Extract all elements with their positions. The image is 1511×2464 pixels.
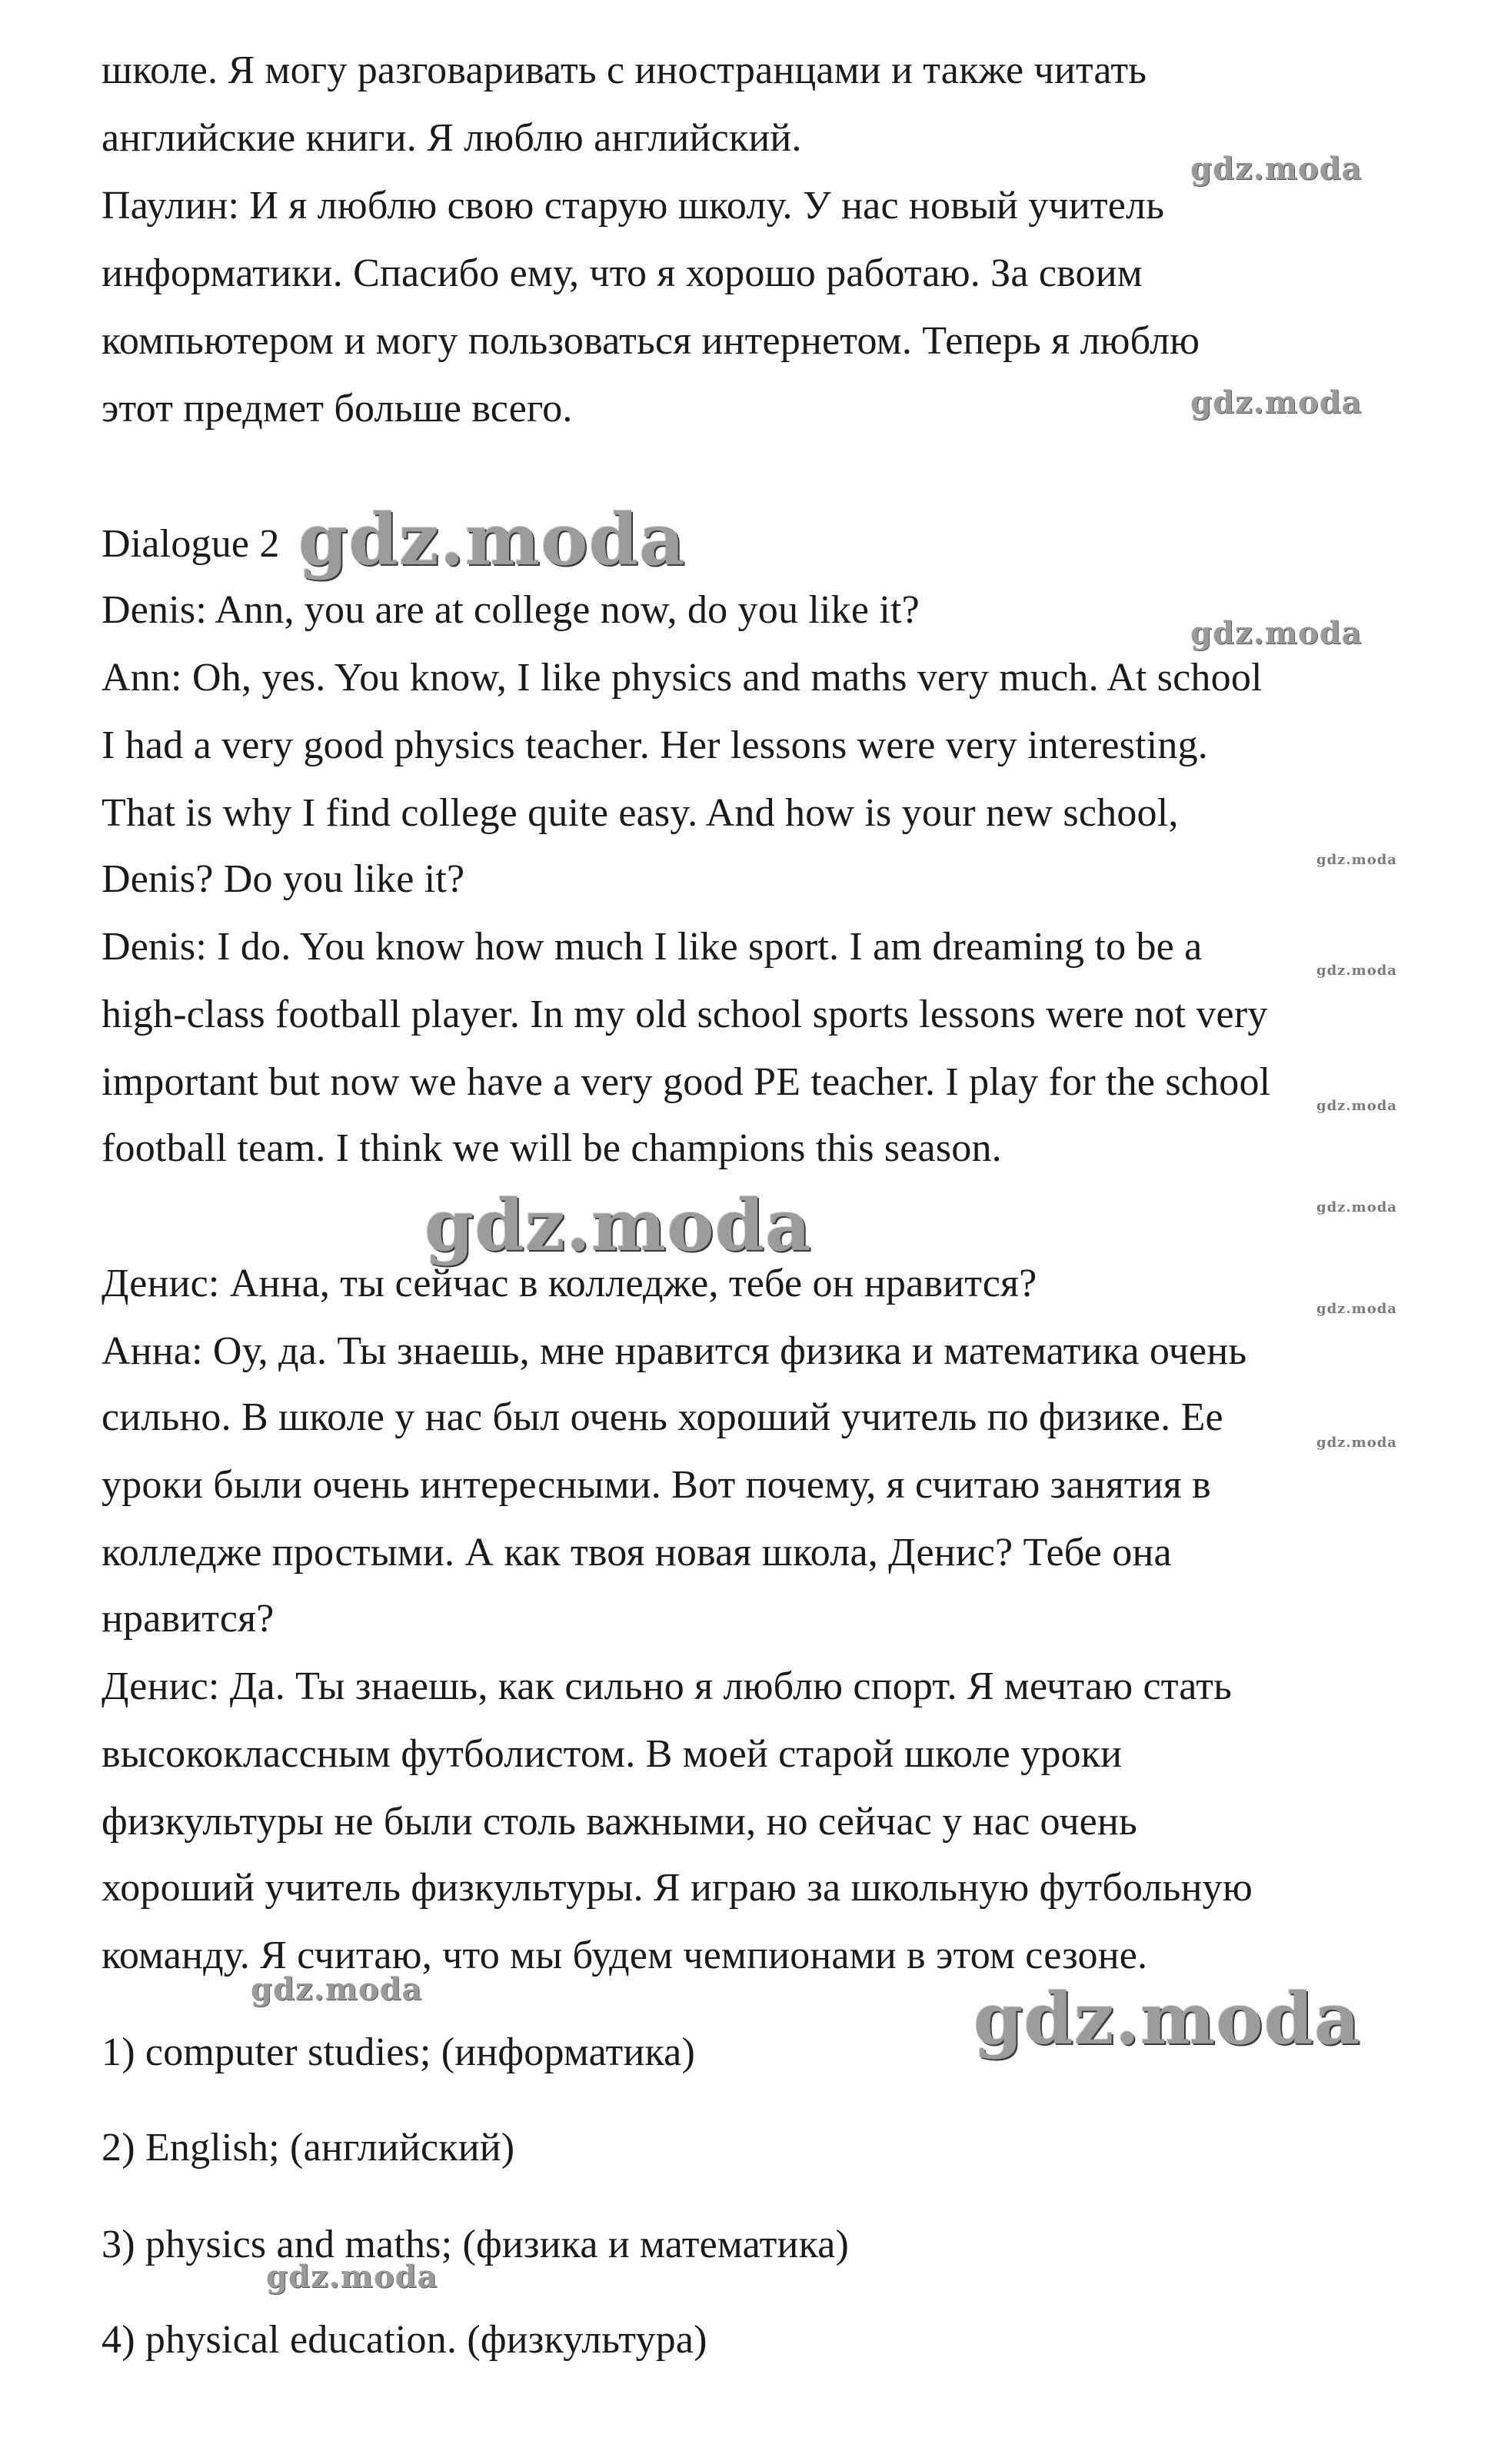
list-item: 2) English; (английский) <box>102 2126 515 2170</box>
text-line: нравится? <box>102 1597 275 1641</box>
watermark: gdz.moda <box>424 1184 812 1267</box>
text-line: хороший учитель физкультуры. Я играю за школьную футбольную <box>102 1866 1253 1910</box>
text-line: Денис: Да. Ты знаешь, как сильно я люблю спорт. Я мечтаю стать <box>102 1664 1233 1708</box>
watermark: gdz.moda <box>1316 1301 1397 1317</box>
text-line: football team. I think we will be champions this season. <box>102 1126 1002 1170</box>
watermark: gdz.moda <box>266 2259 438 2295</box>
watermark: gdz.moda <box>1190 384 1363 421</box>
text-line: физкультуры не были столь важными, но сейчас у нас очень <box>102 1800 1137 1844</box>
watermark: gdz.moda <box>298 498 686 581</box>
watermark: gdz.moda <box>1190 615 1363 651</box>
text-line: команду. Я считаю, что мы будем чемпионами в этом сезоне. <box>102 1934 1148 1977</box>
text-line: этот предмет больше всего. <box>102 387 573 431</box>
text-line: английские книги. Я люблю английский. <box>102 116 802 160</box>
text-line: Denis: I do. You know how much I like sport. I am dreaming to be a <box>102 925 1203 969</box>
text-line: important but now we have a very good PE teacher. I play for the school <box>102 1060 1271 1104</box>
watermark: gdz.moda <box>973 1977 1361 2060</box>
text-line: Паулин: И я люблю свою старую школу. У нас новый учитель <box>102 184 1165 228</box>
text-line: That is why I find college quite easy. And how is your new school, <box>102 791 1179 835</box>
text-line: информатики. Спасибо ему, что я хорошо работаю. За своим <box>102 251 1143 295</box>
text-line: уроки были очень интересными. Вот почему, я считаю занятия в <box>102 1463 1211 1507</box>
watermark: gdz.moda <box>1316 1098 1397 1114</box>
text-line: high-class football player. In my old school sports lessons were not very <box>102 993 1268 1036</box>
watermark: gdz.moda <box>1316 852 1397 868</box>
watermark: gdz.moda <box>1190 151 1363 187</box>
watermark: gdz.moda <box>1316 963 1397 979</box>
dialogue-heading: Dialogue 2 <box>102 522 280 566</box>
text-line: Ann: Oh, yes. You know, I like physics and maths very much. At school <box>102 656 1263 700</box>
text-line: высококлассным футболистом. В моей старой школе уроки <box>102 1732 1123 1776</box>
watermark: gdz.moda <box>1316 1435 1397 1451</box>
watermark: gdz.moda <box>1316 1199 1397 1215</box>
text-line: Анна: Оу, да. Ты знаешь, мне нравится физика и математика очень <box>102 1329 1247 1373</box>
text-line: сильно. В школе у нас был очень хороший учитель по физике. Ее <box>102 1395 1223 1439</box>
text-line: школе. Я могу разговаривать с иностранцами и также читать <box>102 48 1147 92</box>
text-line: Denis: Ann, you are at college now, do you like it? <box>102 588 920 632</box>
list-item: 3) physics and maths; (физика и математика) <box>102 2223 850 2266</box>
list-item: 4) physical education. (физкультура) <box>102 2318 707 2362</box>
text-line: компьютером и могу пользоваться интернетом. Теперь я люблю <box>102 319 1200 363</box>
text-line: колледже простыми. А как твоя новая школа, Денис? Тебе она <box>102 1531 1172 1574</box>
watermark: gdz.moda <box>251 1971 423 2007</box>
text-line: Денис: Анна, ты сейчас в колледже, тебе он нравится? <box>102 1262 1037 1305</box>
text-line: Denis? Do you like it? <box>102 857 465 901</box>
list-item: 1) computer studies; (информатика) <box>102 2030 695 2074</box>
text-line: I had a very good physics teacher. Her lessons were very interesting. <box>102 723 1209 767</box>
